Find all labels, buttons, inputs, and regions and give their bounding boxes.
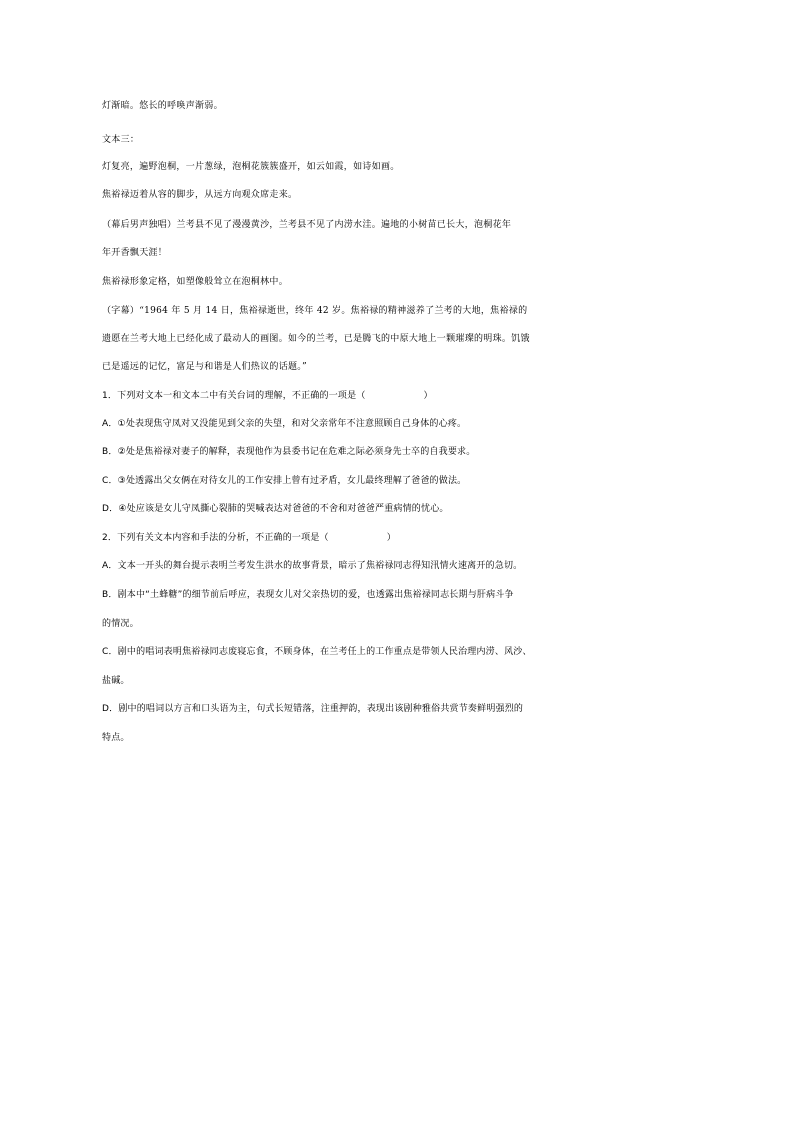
- text-line: 焦裕禄形象定格，如塑像般耸立在泡桐林中。: [102, 277, 289, 287]
- question-2-option-d: D．剧中的唱词以方言和口头语为主，句式长短错落，注重押韵，表现出该剧种雅俗共赏节奏鲜明强烈的: [102, 704, 524, 714]
- question-2-stem-text: 2．下列有关文本内容和手法的分析，不正确的一项是（: [102, 533, 329, 543]
- question-2-option-c: C．剧中的唱词表明焦裕禄同志废寝忘食，不顾身体，在兰考任上的工作重点是带领人民治理内涝、风沙、: [102, 647, 532, 657]
- question-1-option-a: A．①处表现焦守凤对又没能见到父亲的失望，和对父亲常年不注意照顾自己身体的心疼。: [102, 419, 467, 429]
- text-line: 遗愿在兰考大地上已经化成了最动人的画图。如今的兰考，已是腾飞的中原大地上一颗璀璨的明珠。饥饿: [102, 334, 530, 344]
- question-1-stem: [102, 386, 712, 406]
- question-1-option-d: D．④处应该是女儿守凤撕心裂肺的哭喊表达对爸爸的不舍和对爸爸严重病情的忧心。: [102, 504, 449, 514]
- text-line: 灯复亮，遍野泡桐，一片葱绿，泡桐花簇簇盛开，如云如霞，如诗如画。: [102, 162, 400, 172]
- question-2-option-b: B．剧本中“土蜂糖”的细节前后呼应，表现女儿对父亲热切的爱，也透露出焦裕禄同志长期与肝病斗争: [102, 590, 514, 600]
- question-2-option-a: A．文本一开头的舞台提示表明兰考发生洪水的故事背景，暗示了焦裕禄同志得知汛情火速离开的急切。: [102, 561, 523, 571]
- question-2-stem: [102, 528, 712, 548]
- question-2-option-c-cont: 盐碱。: [102, 676, 130, 686]
- question-1-option-c: C．③处透露出父女俩在对待女儿的工作安排上曾有过矛盾，女儿最终理解了爸爸的做法。: [102, 476, 467, 486]
- question-2-option-d-cont: 特点。: [102, 733, 130, 743]
- question-1-stem-close: ）: [423, 391, 433, 401]
- text-line: 已是遥远的记忆，富足与和谐是人们热议的话题。”: [102, 362, 308, 372]
- question-1-option-b: B．②处是焦裕禄对妻子的解释，表现他作为县委书记在危难之际必须身先士卒的自我要求。: [102, 447, 476, 457]
- question-2-option-b-cont: 的情况。: [102, 619, 139, 629]
- question-2-stem-close: ）: [386, 533, 396, 543]
- text-line: 年开香飘天涯！: [102, 248, 168, 258]
- text-line: （幕后男声独唱）兰考县不见了漫漫黄沙，兰考县不见了内涝水洼。遍地的小树苗已长大，泡桐花年: [102, 220, 512, 230]
- question-1-stem-text: 1．下列对文本一和文本二中有关台词的理解，不正确的一项是（: [102, 391, 366, 401]
- section-heading-text-three: 文本三：: [102, 135, 140, 145]
- text-line: 焦裕禄迈着从容的脚步，从远方向观众席走来。: [102, 190, 298, 200]
- text-line: 灯渐暗。悠长的呼唤声渐弱。: [102, 101, 223, 111]
- text-line: （字幕）“1964 年 5 月 14 日，焦裕禄逝世，终年 42 岁。焦裕禄的精神滋养了兰考的大地，焦裕禄的: [102, 306, 528, 316]
